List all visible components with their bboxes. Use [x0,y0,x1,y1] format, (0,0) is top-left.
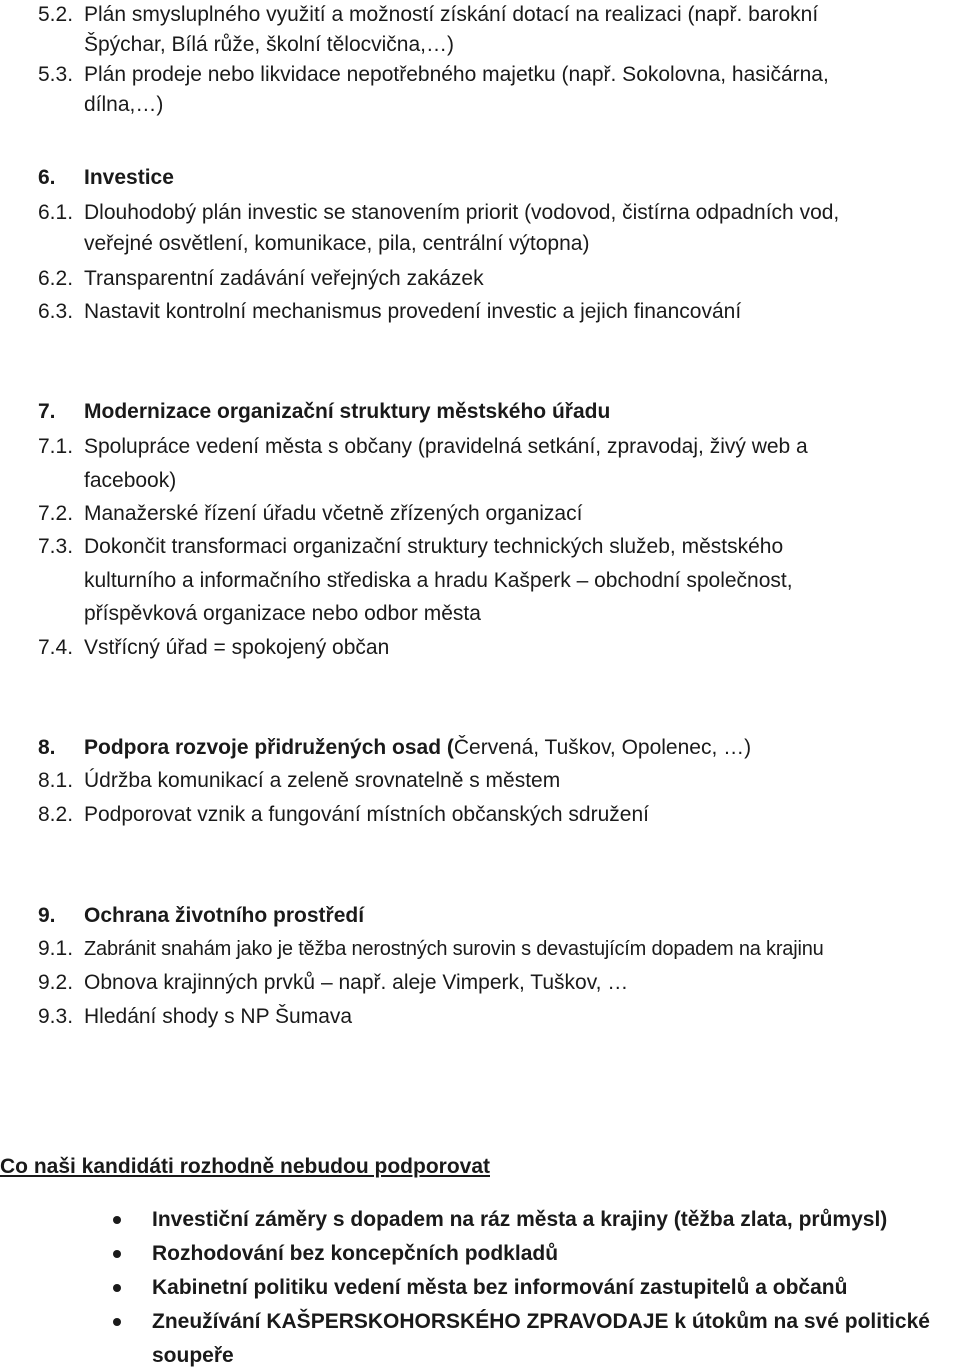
oppose-item-4: Zneužívání KAŠPERSKOHORSKÉHO ZPRAVODAJE k útokům na své politické [152,1310,930,1333]
oppose-item-4-cont: soupeře [152,1344,234,1367]
item-number: 8.2. [38,803,74,826]
item-number: 5.3. [38,63,74,86]
item-number: 9.2. [38,971,74,994]
bullet-icon [113,1284,121,1292]
section-title: Investice [84,166,174,189]
item-text: Nastavit kontrolní mechanismus provedení investic a jejich financování [84,300,742,323]
item-text: Dlouhodobý plán investic se stanovením priorit (vodovod, čistírna odpadních vod, [84,201,840,224]
oppose-item-1: Investiční záměry s dopadem na ráz města a krajiny (těžba zlata, průmysl) [152,1208,888,1231]
bullet-icon [113,1250,121,1258]
item-text: Transparentní zadávání veřejných zakázek [84,267,484,290]
item-number: 5.2. [38,3,74,26]
item-text: Vstřícný úřad = spokojený občan [84,636,390,659]
item-text-cont: Špýchar, Bílá růže, školní tělocvična,…) [84,33,454,56]
item-9-1 [0,934,960,964]
item-text-cont: kulturního a informačního střediska a hradu Kašperk – obchodní společnost, [84,569,793,592]
item-text: Podporovat vznik a fungování místních občanských sdružení [84,803,649,826]
item-text: Spolupráce vedení města s občany (pravidelná setkání, zpravodaj, živý web a [84,435,808,458]
item-6-1 [0,198,960,258]
item-7-3 [0,532,960,632]
section-title-wrap [84,733,751,763]
item-text: Dokončit transformaci organizační struktury technických služeb, městského [84,535,784,558]
section-title: Podpora rozvoje přidružených osad ( [84,736,454,759]
section-heading-6 [0,163,960,193]
item-number: 7.2. [38,502,74,525]
item-text-cont: facebook) [84,469,177,492]
item-7-1 [0,432,960,492]
section-number: 8. [38,736,56,759]
item-6-2 [0,264,960,294]
oppose-item-3: Kabinetní politiku vedení města bez informování zastupitelů a občanů [152,1276,848,1299]
item-text-cont: příspěvková organizace nebo odbor města [84,602,481,625]
item-8-1 [0,766,960,796]
oppose-item-2: Rozhodování bez koncepčních podkladů [152,1242,559,1265]
item-text: Zabránit snahám jako je těžba nerostných surovin s devastujícím dopadem na krajinu [84,938,824,960]
section-heading-9 [0,901,960,931]
oppose-title: Co naši kandidáti rozhodně nebudou podporovat [0,1155,490,1178]
item-7-4 [0,633,960,663]
item-6-3 [0,297,960,327]
section-heading-7 [0,397,960,427]
item-text: Manažerské řízení úřadu včetně zřízených organizací [84,502,583,525]
item-number: 9.3. [38,1005,74,1028]
item-number: 7.3. [38,535,74,558]
item-number: 9.1. [38,937,74,960]
section-number: 7. [38,400,56,423]
item-number: 6.2. [38,267,74,290]
item-number: 6.3. [38,300,74,323]
section-number: 9. [38,904,56,927]
section-heading-8 [0,733,960,763]
item-8-2 [0,800,960,830]
item-number: 7.1. [38,435,74,458]
item-text-cont: dílna,…) [84,93,164,116]
bullet-icon [113,1216,121,1224]
item-5-3 [0,60,960,120]
item-number: 6.1. [38,201,74,224]
item-text: Údržba komunikací a zeleně srovnatelně s městem [84,769,561,792]
item-text: Plán prodeje nebo likvidace nepotřebného majetku (např. Sokolovna, hasičárna, [84,63,829,86]
item-text-cont: veřejné osvětlení, komunikace, pila, centrální výtopna) [84,232,590,255]
item-number: 8.1. [38,769,74,792]
item-9-3 [0,1002,960,1032]
item-text: Plán smysluplného využití a možností získání dotací na realizaci (např. barokní [84,3,819,26]
section-title: Modernizace organizační struktury městského úřadu [84,400,611,423]
item-7-2 [0,499,960,529]
item-number: 7.4. [38,636,74,659]
section-title-rest: Červená, Tuškov, Opolenec, …) [453,736,752,759]
item-9-2 [0,968,960,998]
item-text: Obnova krajinných prvků – např. aleje Vimperk, Tuškov, … [84,971,629,994]
item-text: Hledání shody s NP Šumava [84,1005,353,1028]
section-number: 6. [38,166,56,189]
bullet-icon [113,1318,121,1326]
section-title: Ochrana životního prostředí [84,904,365,927]
item-5-2 [0,0,960,60]
